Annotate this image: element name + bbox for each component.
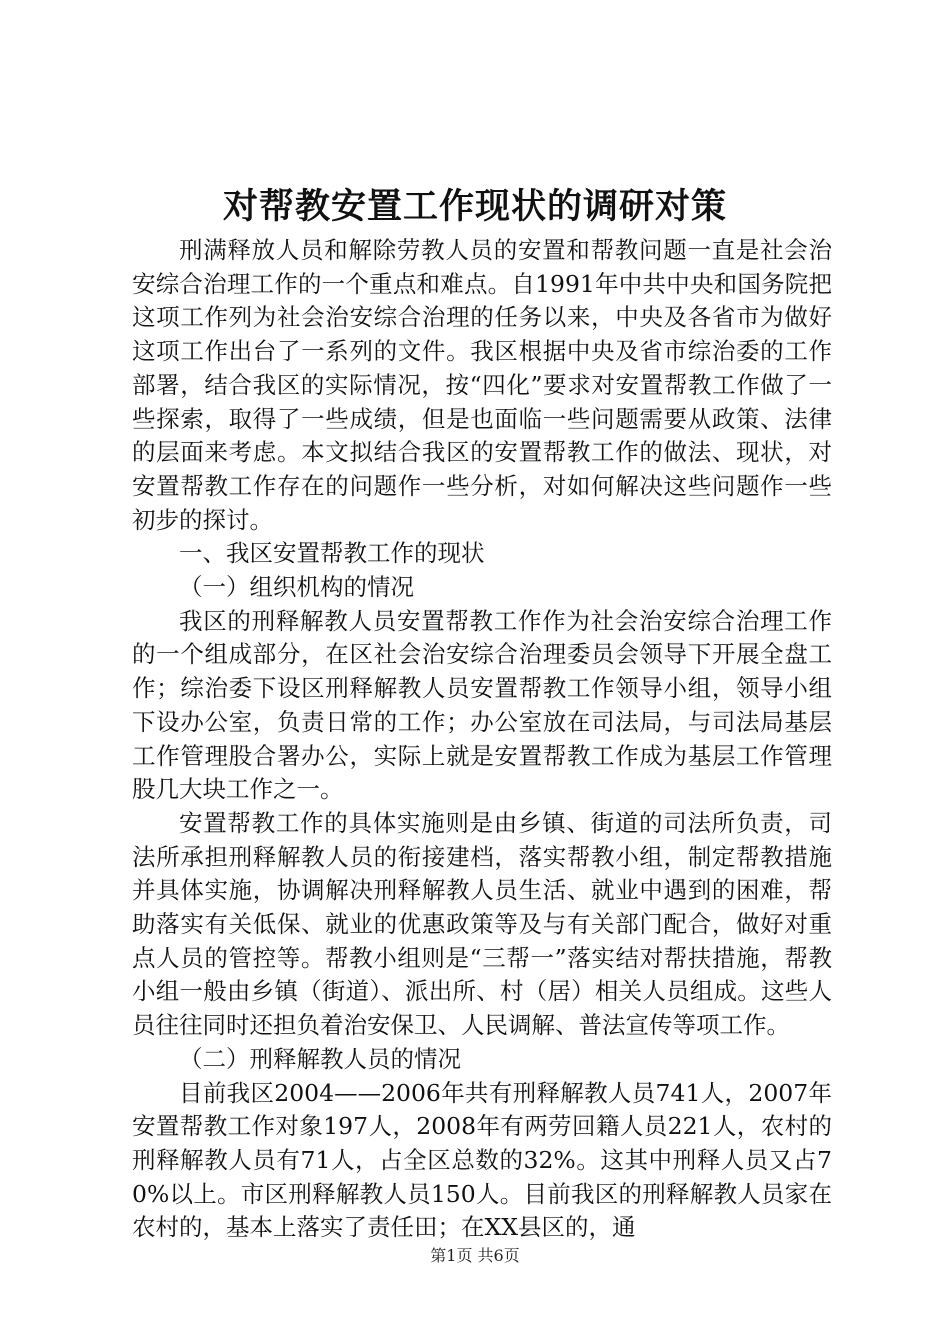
organization-paragraph: 我区的刑释解教人员安置帮教工作作为社会治安综合治理工作的一个组成部分，在区社会治安综合治理委员会领导下开展全盘工作；综治委下设区刑释解教人员安置帮教工作领导小组，领导小组下设办公室，负责日常的工作；办公室放在司法局，与司法局基层工作管理股合署办公，实际上就是安置帮教工作成为基层工作管理股几大块工作之一。 <box>132 606 832 804</box>
statistics-paragraph: 目前我区2004——2006年共有刑释解教人员741人，2007年安置帮教工作对象197人，2008年有两劳回籍人员221人，农村的刑释解教人员有71人，占全区总数的32%。这其中刑释人员又占70%以上。市区刑释解教人员150人。目前我区的刑释解教人员家在农村的，基本上落实了责任田；在XX县区的，通 <box>132 1078 832 1242</box>
implementation-paragraph: 安置帮教工作的具体实施则是由乡镇、街道的司法所负责，司法所承担刑释解教人员的衔接建档，落实帮教小组，制定帮教措施并具体实施，协调解决刑释解教人员生活、就业中遇到的困难，帮助落实有关低保、就业的优惠政策等及与有关部门配合，做好对重点人员的管控等。帮教小组则是“三帮一”落实结对帮扶措施，帮教小组一般由乡镇（街道）、派出所、村（居）相关人员组成。这些人员往往同时还担负着治安保卫、人民调解、普法宣传等项工作。 <box>132 808 832 1040</box>
page-footer: 第1页 共6页 <box>430 1246 520 1265</box>
subsection-heading-1: （一）组织机构的情况 <box>179 573 414 602</box>
document-title: 对帮教安置工作现状的调研对策 <box>222 186 727 227</box>
section-heading-1: 一、我区安置帮教工作的现状 <box>179 539 485 568</box>
subsection-heading-2: （二）刑释解教人员的情况 <box>179 1044 461 1073</box>
intro-paragraph: 刑满释放人员和解除劳教人员的安置和帮教问题一直是社会治安综合治理工作的一个重点和难点。自1991年中共中央和国务院把这项工作列为社会治安综合治理的任务以来，中央及各省市为做好这项工作出台了一系列的文件。我区根据中央及省市综治委的工作部署，结合我区的实际情况，按“四化”要求对安置帮教工作做了一些探索，取得了一些成绩，但是也面临一些问题需要从政策、法律的层面来考虑。本文拟结合我区的安置帮教工作的做法、现状，对安置帮教工作存在的问题作一些分析，对如何解决这些问题作一些初步的探讨。 <box>132 236 832 534</box>
document-body <box>132 234 832 1245</box>
